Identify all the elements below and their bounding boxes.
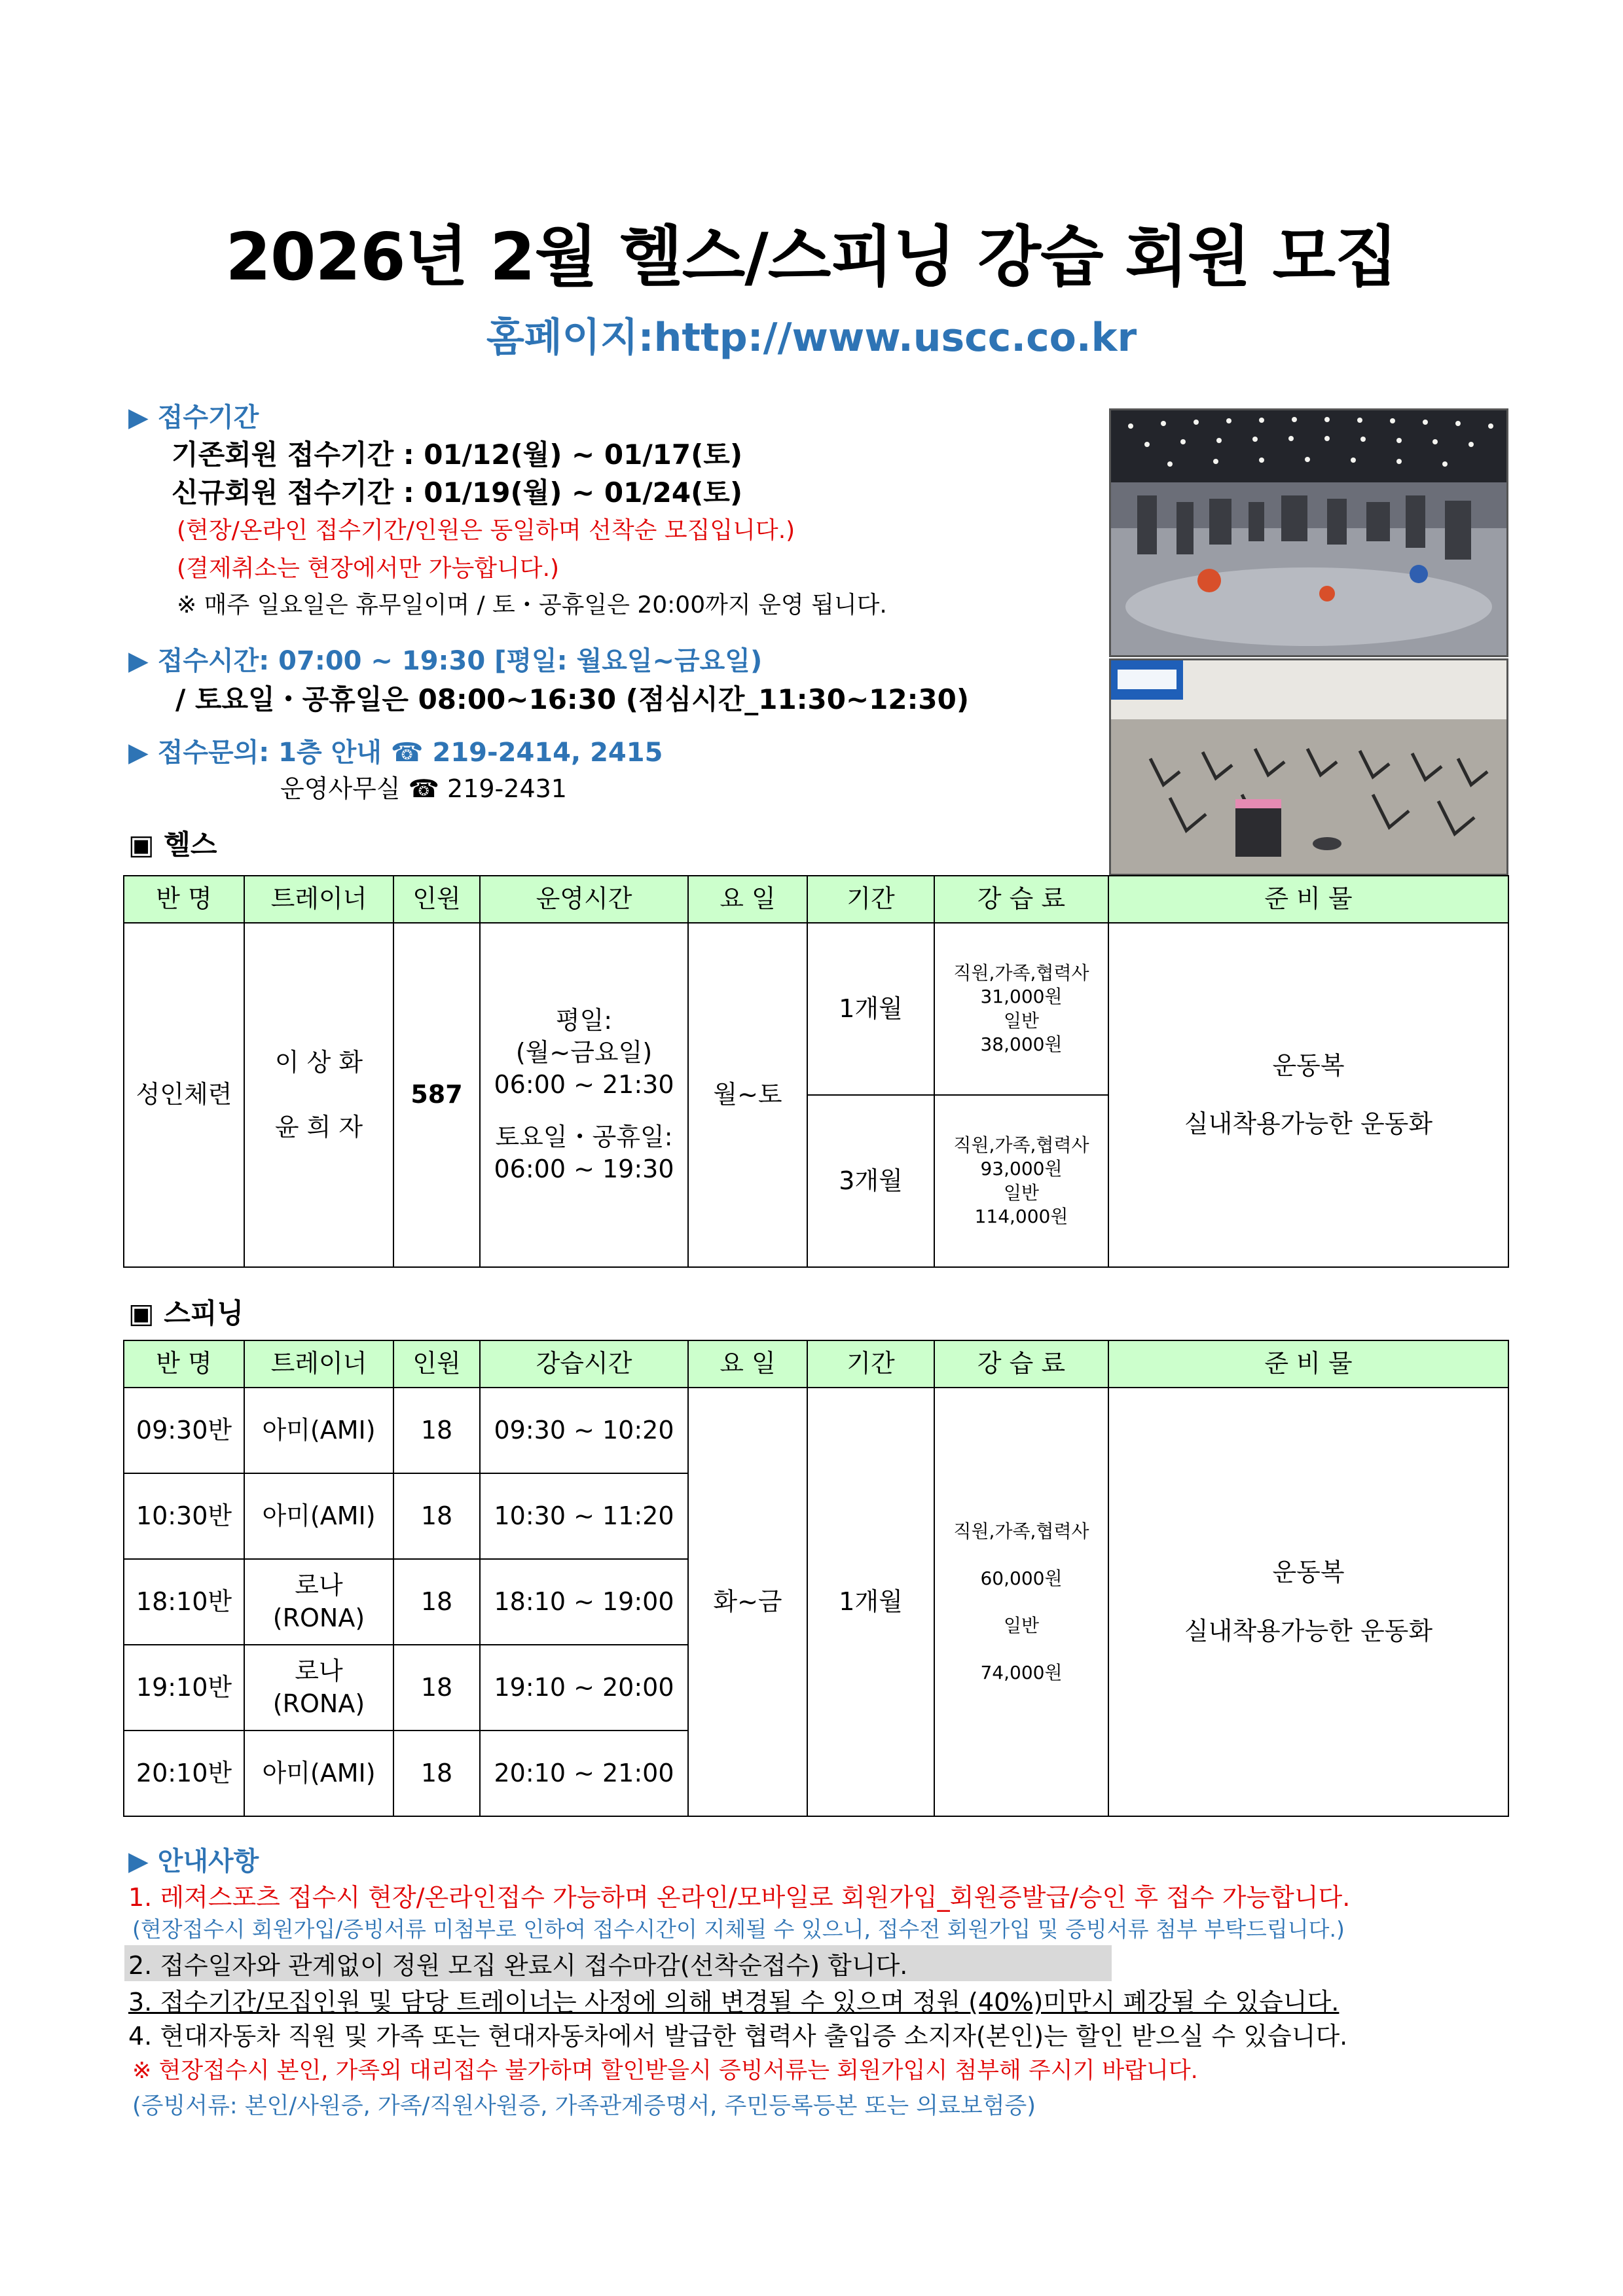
note-2: 2. 접수일자와 관계없이 정원 모집 완료시 접수마감(선착순접수) 합니다. [124,1945,1112,1981]
weekend-time: 06:00 ~ 19:30 [494,1155,674,1184]
note-1-sub: (현장접수시 회원가입/증빙서류 미첨부로 인하여 접수시간이 지체될 수 있으니, 접수전 회원가입 및 증빙서류 첨부 부탁드립니다.) [132,1916,1345,1942]
supplies-item: 실내착용가능한 운동화 [1184,1109,1433,1138]
spin-days: 화~금 [688,1388,807,1816]
health-period-1m: 1개월 [807,923,934,1095]
spin-trainer [244,1559,393,1645]
supplies-item: 실내착용가능한 운동화 [1184,1616,1433,1645]
fee-value: 74,000원 [980,1661,1063,1683]
registration-note-first-come: (현장/온라인 접수기간/인원은 동일하며 선착순 모집입니다.) [177,517,795,544]
health-supplies [1108,923,1508,1267]
header-fee: 강 습 료 [934,1340,1108,1388]
fee-value: 38,000원 [980,1033,1063,1055]
weekend-label: 토요일・공휴일: [495,1122,673,1151]
trainer-name-en: (RONA) [272,1603,365,1632]
spinning-header-row [124,1340,1508,1388]
notes-heading: ▶ 안내사항 [128,1846,259,1876]
spin-class: 09:30반 [124,1388,244,1473]
header-fee: 강 습 료 [934,876,1108,923]
fee-value: 60,000원 [980,1567,1063,1589]
health-hours [480,923,688,1267]
registration-note-cancel: (결제취소는 현장에서만 가능합니다.) [177,555,560,582]
health-fee-1m [934,923,1108,1095]
spin-time: 10:30 ~ 11:20 [480,1473,688,1559]
spin-period: 1개월 [807,1388,934,1816]
spinning-row [124,1388,1508,1473]
health-class-name: 성인체련 [124,923,244,1267]
note-6: (증빙서류: 본인/사원증, 가족/직원사원증, 가족관계증명서, 주민등록등본 또는 의료보험증) [132,2093,1036,2119]
header-supplies: 준 비 물 [1108,876,1508,923]
spin-time: 20:10 ~ 21:00 [480,1731,688,1816]
health-header-row [124,876,1508,923]
header-period: 기간 [807,1340,934,1388]
header-class: 반 명 [124,1340,244,1388]
spin-class: 18:10반 [124,1559,244,1645]
spin-capacity: 18 [393,1473,480,1559]
health-row [124,923,1508,1095]
header-hours: 강습시간 [480,1340,688,1388]
spinning-heading: ▣ 스피닝 [128,1297,244,1329]
trainer-name: 로나 [295,1571,343,1600]
spin-fee [934,1388,1108,1816]
fee-label-staff: 직원,가족,협력사 [953,961,1089,984]
spin-trainer [244,1645,393,1731]
trainer-name: 이 상 화 [274,1047,363,1077]
spin-time: 09:30 ~ 10:20 [480,1388,688,1473]
health-table [123,875,1509,1268]
spin-trainer: 아미(AMI) [244,1473,393,1559]
trainer-name: 로나 [295,1657,343,1686]
note-1: 1. 레져스포츠 접수시 현장/온라인접수 가능하며 온라인/모바일로 회원가입_회원증발급/승인 후 접수 가능합니다. [128,1883,1351,1912]
fee-label-staff: 직원,가족,협력사 [953,1520,1089,1542]
supplies-item: 운동복 [1272,1558,1345,1587]
spin-capacity: 18 [393,1645,480,1731]
health-fee-3m [934,1095,1108,1267]
registration-note-holiday: ※ 매주 일요일은 휴무일이며 / 토・공휴일은 20:00까지 운영 됩니다. [177,592,887,619]
homepage-link[interactable]: 홈페이지:http://www.uscc.co.kr [486,315,1137,361]
weekday-label: 평일: [555,1005,613,1035]
fee-value: 31,000원 [980,986,1063,1008]
spinning-photo [1109,658,1508,876]
note-4: 4. 현대자동차 직원 및 가족 또는 현대자동차에서 발급한 협력사 출입증 소지자(본인)는 할인 받으실 수 있습니다. [128,2022,1348,2051]
hours-weekend: / 토요일・공휴일은 08:00~16:30 (점심시간_11:30~12:30) [175,683,970,715]
header-days: 요 일 [688,876,807,923]
hours-heading: ▶ 접수시간: 07:00 ~ 19:30 [평일: 월요일~금요일) [128,646,763,676]
health-capacity: 587 [393,923,480,1267]
header-hours: 운영시간 [480,876,688,923]
header-class: 반 명 [124,876,244,923]
header-capacity: 인원 [393,1340,480,1388]
supplies-item: 운동복 [1272,1050,1345,1080]
header-trainer: 트레이너 [244,1340,393,1388]
spin-supplies [1108,1388,1508,1816]
weekday-days: (월~금요일) [515,1037,653,1067]
header-trainer: 트레이너 [244,876,393,923]
header-supplies: 준 비 물 [1108,1340,1508,1388]
spin-class: 19:10반 [124,1645,244,1731]
spin-trainer: 아미(AMI) [244,1388,393,1473]
spin-class: 10:30반 [124,1473,244,1559]
fee-label-staff: 직원,가족,협력사 [953,1134,1089,1156]
gym-photo [1109,408,1508,657]
spin-time: 18:10 ~ 19:00 [480,1559,688,1645]
health-trainers [244,923,393,1267]
health-heading: ▣ 헬스 [128,829,217,861]
page-title: 2026년 2월 헬스/스피닝 강습 회원 모집 [225,219,1398,295]
fee-label-general: 일반 [1003,1009,1040,1031]
registration-heading: ▶ 접수기간 [128,403,259,433]
spin-trainer: 아미(AMI) [244,1731,393,1816]
fee-value: 114,000원 [974,1205,1068,1227]
existing-member-period: 기존회원 접수기간 : 01/12(월) ~ 01/17(토) [172,439,743,471]
note-3: 3. 접수기간/모집인원 및 담당 트레이너는 사정에 의해 변경될 수 있으며 정원 (40%)미만시 폐강될 수 있습니다. [128,1988,1340,2017]
spin-time: 19:10 ~ 20:00 [480,1645,688,1731]
spin-capacity: 18 [393,1388,480,1473]
health-days: 월~토 [688,923,807,1267]
inquiry-office: 운영사무실 ☎ 219-2431 [280,774,567,803]
trainer-name: 윤 희 자 [274,1113,363,1141]
spin-capacity: 18 [393,1731,480,1816]
fee-label-general: 일반 [1003,1181,1040,1204]
header-period: 기간 [807,876,934,923]
spin-class: 20:10반 [124,1731,244,1816]
fee-value: 93,000원 [980,1158,1063,1180]
inquiry-heading: ▶ 접수문의: 1층 안내 ☎ 219-2414, 2415 [128,738,663,768]
new-member-period: 신규회원 접수기간 : 01/19(월) ~ 01/24(토) [172,476,743,509]
trainer-name-en: (RONA) [272,1689,365,1718]
spinning-table [123,1340,1509,1817]
health-period-3m: 3개월 [807,1095,934,1267]
header-days: 요 일 [688,1340,807,1388]
header-capacity: 인원 [393,876,480,923]
fee-label-general: 일반 [1003,1614,1040,1636]
weekday-time: 06:00 ~ 21:30 [494,1070,674,1100]
note-5: ※ 현장접수시 본인, 가족외 대리접수 불가하며 할인받을시 증빙서류는 회원가입시 첨부해 주시기 바랍니다. [132,2058,1198,2084]
spin-capacity: 18 [393,1559,480,1645]
